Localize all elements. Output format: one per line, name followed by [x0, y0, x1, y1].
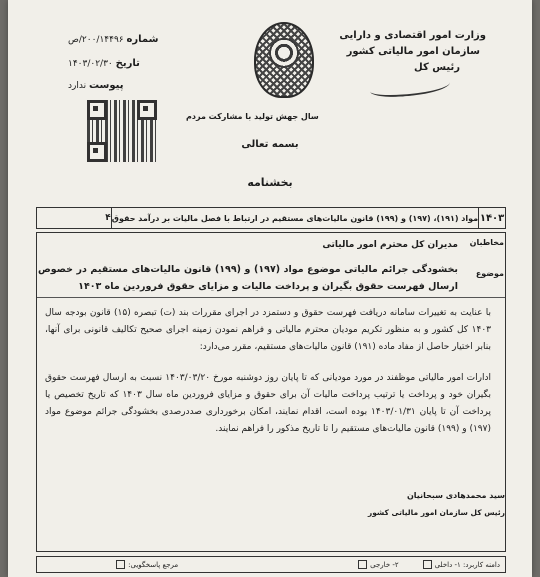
footer-classification [418, 560, 505, 569]
signatory-title: رئیس کل سازمان امور مالیاتی کشور [367, 508, 505, 517]
document-page [8, 0, 532, 577]
attachment-label: پیوست [88, 80, 124, 91]
qr-code-icon [87, 100, 157, 162]
footer-reference [111, 560, 183, 569]
org-line-head: رئیس کل [414, 62, 460, 73]
emblem-seal-icon [254, 22, 314, 98]
signatory-name: سید محمدهادی سبحانیان [406, 491, 505, 500]
footer-bar [36, 556, 506, 573]
document-type-title: بخشنامه [247, 176, 293, 189]
handwritten-signature [369, 75, 450, 99]
classification-text: دامنه کاربرد: ۱- داخلی [434, 560, 500, 569]
year-slogan: سال جهش تولید با مشارکت مردم [186, 112, 319, 121]
org-line-ministry: وزارت امور اقتصادی و دارایی [339, 30, 486, 41]
reference-label: مرجع پاسخگویی: [128, 560, 179, 569]
paragraph-intro: با عنایت به تغییرات سامانه دریافت فهرست حقوق و دستمزد در اجرای مقررات بند (ت) تبصره (۱۵) قانون بودجه سال ۱۴۰۳ کل کشور و به منظور تکریم مودیان محترم مالیاتی و فراهم نمودن زمینه اجرای صحیح تکالیف قانونی برای آنها، بنابر اختیار حاصل از مفاد ماده (۱۹۱) قانون مالیات‌های مستقیم، مقرر می‌دارد: [45, 308, 491, 352]
letter-number [68, 34, 158, 45]
basmala: بسمه تعالی [241, 139, 299, 150]
letter-body [36, 232, 506, 552]
date-value: ۱۴۰۳/۰۲/۳۰ [68, 59, 113, 69]
addressee-label: مخاطبان [469, 238, 504, 247]
divider [37, 297, 505, 298]
date-label: تاریخ [115, 58, 140, 69]
org-line-organization: سازمان امور مالیاتی کشور [346, 46, 480, 57]
reference-checkbox [116, 560, 125, 569]
internal-checkbox [423, 560, 432, 569]
footer-external [353, 560, 404, 569]
paragraph-directive: ادارات امور مالیاتی موظفند در مورد مودیانی که تا پایان روز دوشنبه مورخ ۱۴۰۳/۰۳/۲۰ نسبت به ارسال فهرست حقوق بگیران خود و پرداخت یا ترتیب پرداخت مالیات آن برای حقوق و مزایای فروردین ماه سال ۱۴۰۳ که تاریخ تخصیص یا پرداخت آن تا پایان ۱۴۰۳/۰۱/۳۱ بوده است، اقدام نمایند، امکان برخورداری صددرصدی بخشودگی جرائم موضوع مواد (۱۹۷) و (۱۹۹) قانون مالیات‌های مستقیم را تا تاریخ مذکور را فراهم نمایند. [45, 373, 491, 434]
strip-number: ۴ [105, 213, 111, 223]
circular-subject-strip [36, 207, 506, 229]
external-checkbox [358, 560, 367, 569]
strip-title: مواد (۱۹۱)، (۱۹۷) و (۱۹۹) قانون مالیات‌های مستقیم در ارتباط با فصل مالیات بر درآمد حقوق [111, 208, 478, 228]
subject-text: بخشودگی جرائم مالیاتی موضوع مواد (۱۹۷) و (۱۹۹) قانون مالیات‌های مستقیم در خصوص ارسال فهرست حقوق بگیران و پرداخت مالیات و مزایای حقوق فروردین ماه ۱۴۰۳ [38, 264, 458, 292]
subject-label: موضوع [475, 269, 504, 278]
addressee: مدیران کل محترم امور مالیاتی [322, 240, 458, 250]
letter-date [68, 58, 140, 69]
attachment-value: ندارد [68, 81, 87, 91]
number-label: شماره [126, 34, 159, 45]
strip-year: ۱۴۰۳ [478, 208, 505, 228]
number-value: ۲۰۰/۱۴۴۹۶/ص [68, 35, 124, 45]
letter-attachment [68, 80, 124, 91]
external-text: ۲- خارجی [370, 560, 399, 569]
